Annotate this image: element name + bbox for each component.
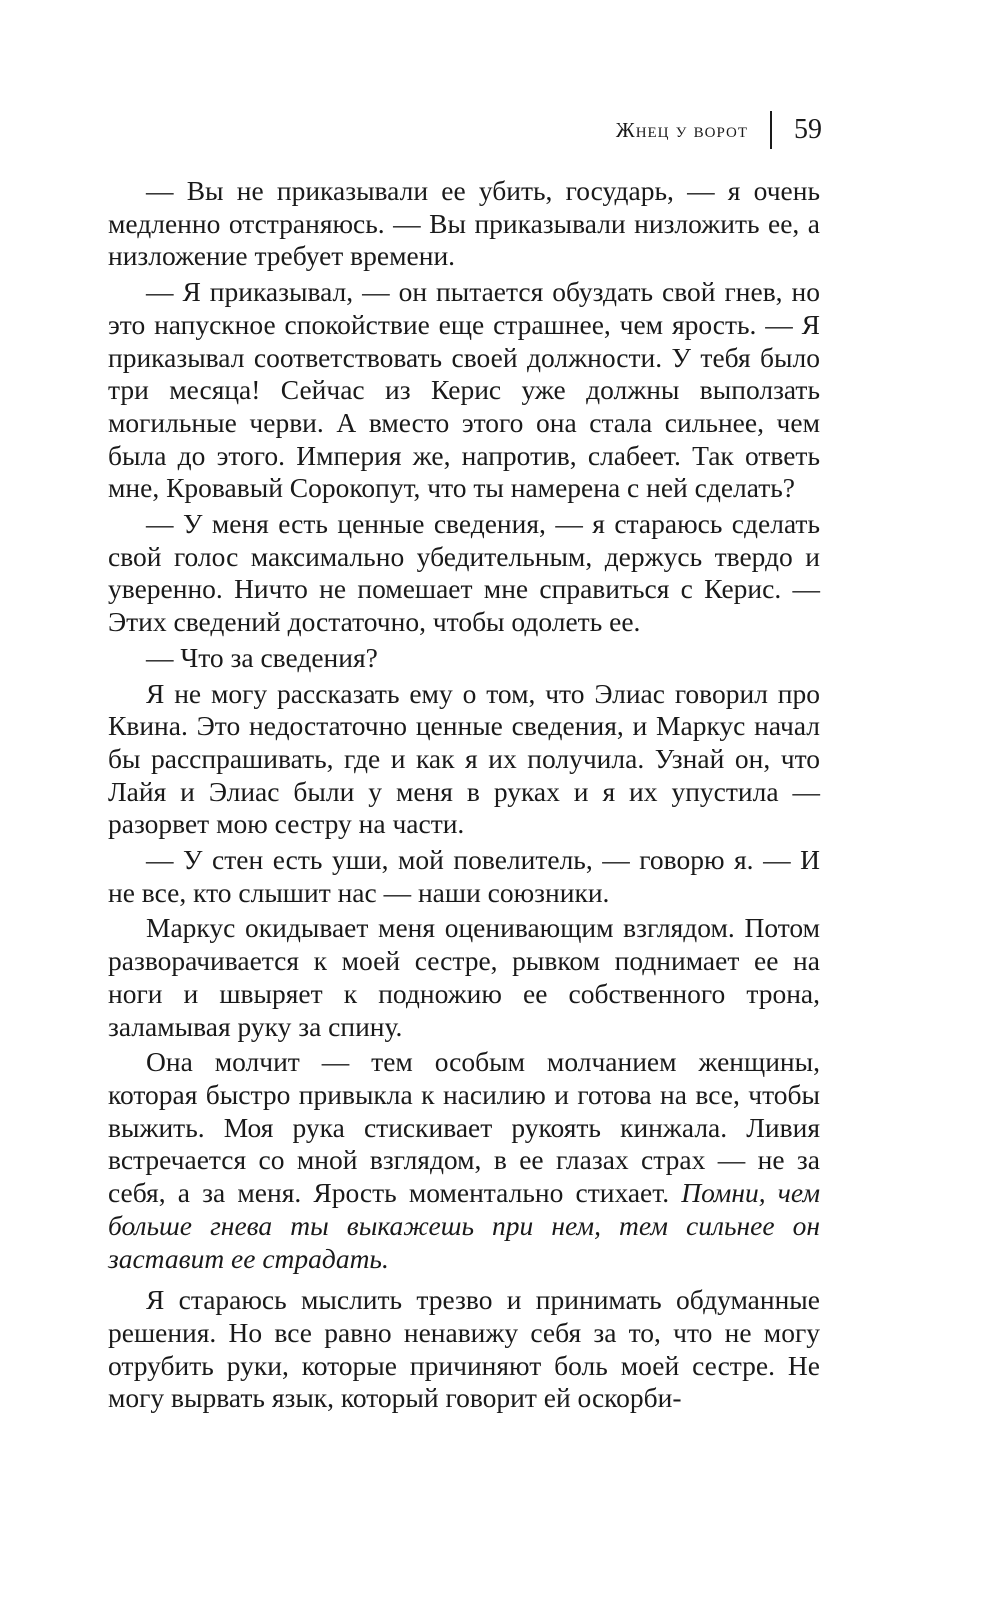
paragraph-7: Маркус окидывает меня оценивающим взглядом. Потом разворачивается к моей сестре, рывком поднимает ее на ноги и швыряет к подножию ее собственного трона, заламывая руку за спину. — [108, 912, 820, 1042]
page-number: 59 — [794, 114, 822, 145]
running-title: Жнец у ворот — [615, 117, 748, 142]
body-text — [108, 175, 820, 1415]
paragraph-5: Я не могу рассказать ему о том, что Элиас говорил про Квина. Это недостаточно ценные сведения, и Маркус начал бы расспрашивать, где и как я их получила. Узнай он, что Лайя и Элиас были у меня в руках и я их упустила — разорвет мою сестру на части. — [108, 677, 820, 840]
header-divider — [770, 111, 772, 149]
paragraph-4: — Что за сведения? — [146, 641, 378, 673]
paragraph-8-italic: Помни, чем больше гнева ты выкажешь при нем, тем сильнее он заставит ее страдать. — [108, 1177, 820, 1274]
paragraph-3: — У меня есть ценные сведения, — я стараюсь сделать свой голос максимально убедительным, держусь твердо и уверенно. Ничто не помешает мне справиться с Керис. — Этих сведений достаточно, чтобы одолеть ее. — [108, 508, 820, 638]
paragraph-9: Я стараюсь мыслить трезво и принимать обдуманные решения. Но все равно ненавижу себя за то, что не могу отрубить руки, которые причиняют боль моей сестре. Не могу вырвать язык, который говорит ей оскорби- — [108, 1284, 820, 1414]
paragraph-6: — У стен есть уши, мой повелитель, — говорю я. — И не все, кто слышит нас — наши союзники. — [108, 844, 820, 908]
paragraph-1: — Вы не приказывали ее убить, государь, — я очень медленно отстраняюсь. — Вы приказывали низложить ее, а низложение требует времени. — [108, 175, 820, 272]
paragraph-2: — Я приказывал, — он пытается обуздать свой гнев, но это напускное спокойствие еще страшнее, чем ярость. — Я приказывал соответствовать своей должности. У тебя было три месяца! Сейчас из Керис уже должны выползать могильные черви. А вместо этого она стала сильнее, чем была до этого. Империя же, напротив, слабеет. Так ответь мне, Кровавый Сорокопут, что ты намерена с ней сделать? — [108, 276, 820, 504]
paragraph-8 — [108, 1046, 820, 1275]
paragraph-8-text: Она молчит — тем особым молчанием женщины, которая быстро привыкла к насилию и готова на все, чтобы выжить. Моя рука стискивает рукоять кинжала. Ливия встречается со мной взглядом, в ее глазах страх — не за себя, а за меня. Ярость моментально стихает. — [108, 1046, 820, 1209]
running-header — [616, 110, 822, 150]
